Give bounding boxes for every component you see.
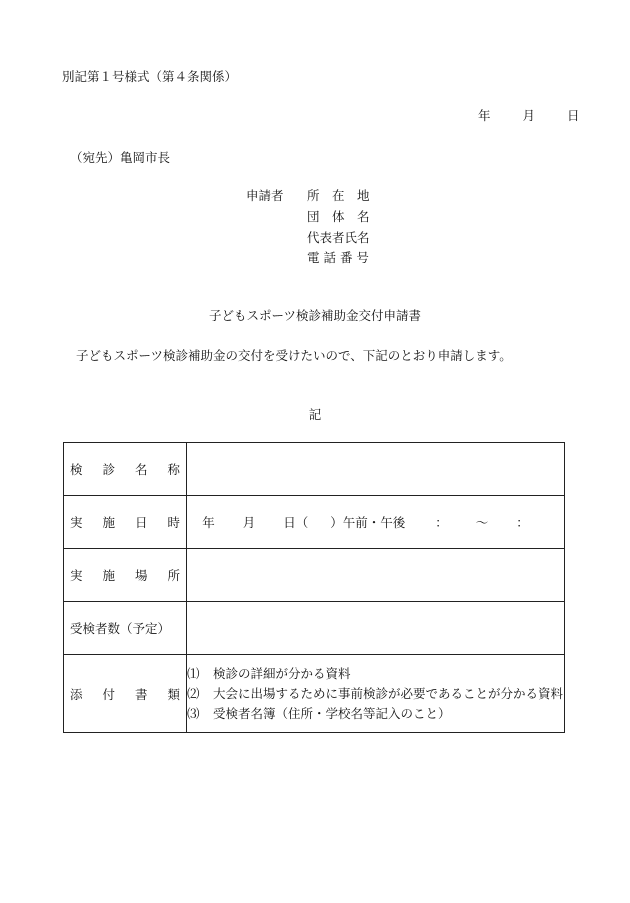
date-month: 月 <box>522 108 536 123</box>
application-table <box>63 442 565 733</box>
date-year: 年 <box>478 108 491 123</box>
value-examinee-count[interactable] <box>187 602 565 655</box>
table-row <box>64 549 565 602</box>
applicant-label: 申請者 <box>246 188 284 203</box>
applicant-field-address: 所 在 地 <box>307 188 370 203</box>
value-checkup-name[interactable] <box>187 443 565 496</box>
table-row <box>64 602 565 655</box>
value-venue[interactable] <box>187 549 565 602</box>
form-id: 別記第１号様式（第４条関係） <box>62 69 238 84</box>
applicant-field-phone: 電 話 番 号 <box>307 250 369 265</box>
body-text: 子どもスポーツ検診補助金の交付を受けたいので、下記のとおり申請します。 <box>76 348 512 363</box>
addressee: （宛先）亀岡市長 <box>70 150 171 165</box>
date-line <box>478 106 580 124</box>
list-item: ⑴ 検診の詳細が分かる資料 <box>187 665 351 681</box>
list-item: ⑶ 受検者名簿（住所・学校名等記入のこと） <box>187 705 451 721</box>
document-title: 子どもスポーツ検診補助金交付申請書 <box>208 308 421 323</box>
table-row <box>64 496 565 549</box>
table-row <box>64 443 565 496</box>
ki-heading: 記 <box>308 407 322 422</box>
label-attachments: 添 付 書 類 <box>64 655 187 733</box>
label-venue: 実 施 場 所 <box>64 549 187 602</box>
applicant-field-representative: 代表者氏名 <box>307 230 370 245</box>
label-checkup-name: 検 診 名 称 <box>64 443 187 496</box>
label-datetime: 実 施 日 時 <box>64 496 187 549</box>
attachments-list <box>187 655 565 733</box>
list-item: ⑵ 大会に出場するために事前検診が必要であることが分かる資料 <box>187 685 564 701</box>
label-examinee-count: 受検者数（予定） <box>64 602 187 655</box>
table-row <box>64 655 565 733</box>
applicant-field-org-name: 団 体 名 <box>307 209 370 224</box>
value-datetime[interactable]: 年 月 日（ ） 午前・午後 ： 〜 ： <box>187 496 565 549</box>
date-day: 日 <box>567 108 580 123</box>
